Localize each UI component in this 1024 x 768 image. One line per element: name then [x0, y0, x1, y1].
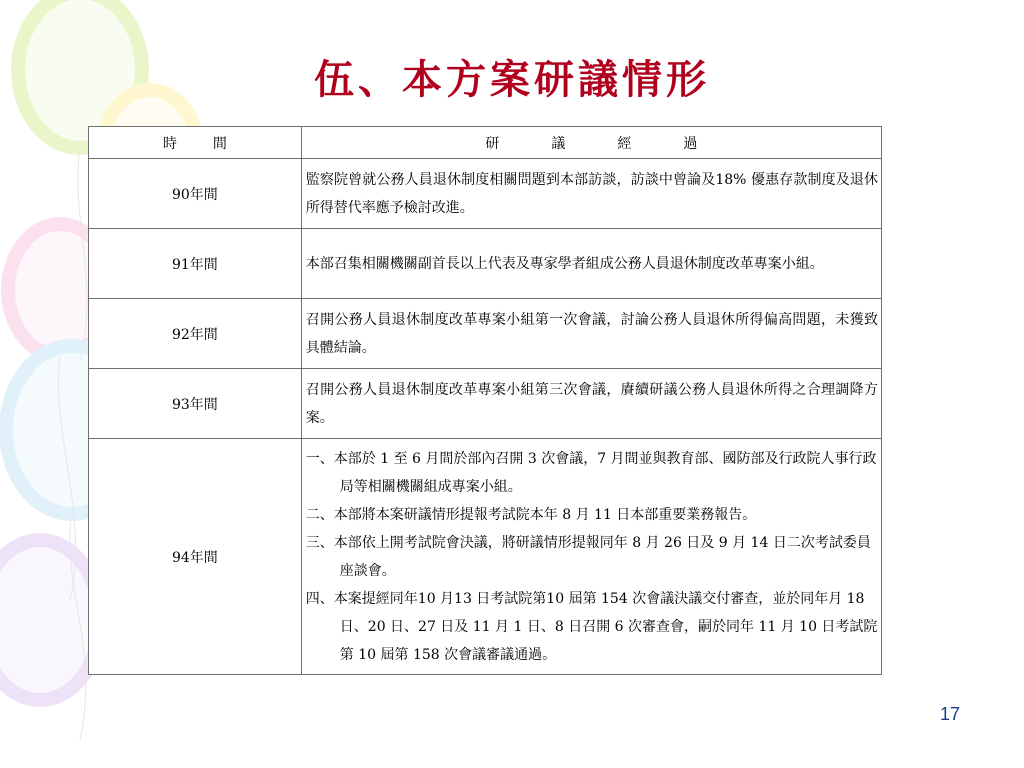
row-year: 93年間 [89, 369, 302, 439]
row-description: 召開公務人員退休制度改革專案小組第一次會議，討論公務人員退休所得偏高問題，未獲致具體結論。 [301, 299, 881, 369]
header-process-label: 研議經過 [485, 135, 750, 152]
row-item-list [301, 439, 881, 675]
deliberation-table [88, 126, 882, 675]
row-description: 本部召集相關機關副首長以上代表及專家學者組成公務人員退休制度改革專案小組。 [301, 229, 881, 299]
row-year: 91年間 [89, 229, 302, 299]
list-item: 三、本部依上開考試院會決議，將研議情形提報同年 8 月 26 日及 9 月 14 日二次考試委員座談會。 [305, 534, 871, 579]
row-year: 94年間 [89, 439, 302, 675]
list-item: 四、本案提經同年10 月13 日考試院第10 屆第 154 次會議決議交付審查，並於同年月 18 日、20 日、27 日及 11 月 1 日、8 日召開 6 次審查會，嗣於同年 11 月 10 日考試院第 10 屆第 158 次會議審議通過。 [305, 590, 878, 663]
row-year: 92年間 [89, 299, 302, 369]
table-row [89, 369, 882, 439]
table-header-row [89, 127, 882, 159]
table-row [89, 159, 882, 229]
list-item: 一、本部於 1 至 6 月間於部內召開 3 次會議，7 月間並與教育部、國防部及行政院人事行政局等相關機關組成專案小組。 [305, 450, 877, 495]
header-process [301, 127, 881, 159]
page-number: 17 [939, 704, 960, 724]
header-time [89, 127, 302, 159]
table-row [89, 299, 882, 369]
row-description: 召開公務人員退休制度改革專案小組第三次會議，賡續研議公務人員退休所得之合理調降方案。 [301, 369, 881, 439]
table-row [89, 229, 882, 299]
row-description: 監察院曾就公務人員退休制度相關問題到本部訪談，訪談中曾論及18% 優惠存款制度及退休所得替代率應予檢討改進。 [301, 159, 881, 229]
header-time-label: 時間 [162, 135, 263, 152]
row-year: 90年間 [89, 159, 302, 229]
slide-title: 伍、本方案研議情形 [314, 56, 710, 103]
table-row [89, 439, 882, 675]
list-item: 二、本部將本案研議情形提報考試院本年 8 月 11 日本部重要業務報告。 [305, 506, 757, 523]
